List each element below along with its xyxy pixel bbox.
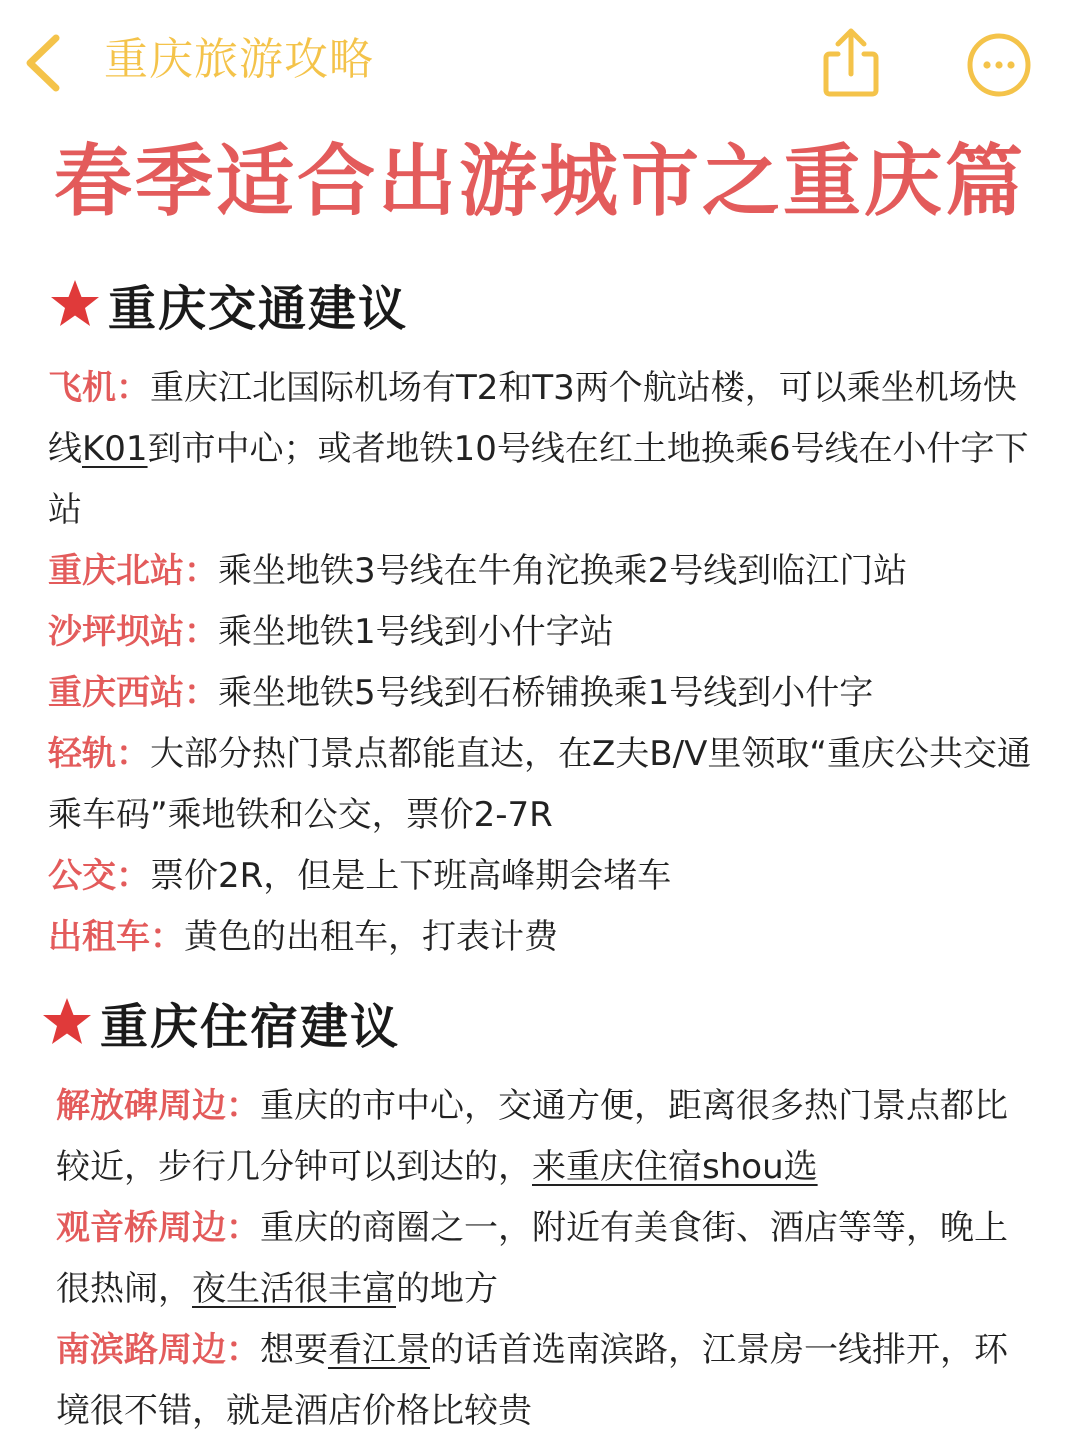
underlined-text: 夜生活很丰富 [192, 1269, 396, 1309]
entry-key: 解放碑周边： [56, 1086, 260, 1126]
entry-key: 沙坪坝站： [48, 612, 218, 652]
list-item [48, 846, 1038, 907]
entry-key: 观音桥周边： [56, 1208, 260, 1248]
entry-text: 重庆江北国际机场有T2和T3两个航站楼，可以乘坐机场快线 [48, 368, 1017, 469]
entry-text: 大部分热门景点都能直达，在Z夫B/V里领取“重庆公共交通乘车码”乘地铁和公交，票价2-7R [48, 734, 1031, 835]
more-options-button[interactable] [966, 32, 1032, 98]
section-heading-label: 重庆交通建议 [108, 280, 409, 337]
list-item [56, 1198, 1041, 1320]
star-icon [40, 995, 94, 1049]
entry-key: 公交： [48, 856, 150, 896]
transport-list [48, 358, 1038, 968]
star-icon [48, 277, 102, 331]
page-title: 春季适合出游城市之重庆篇 [53, 137, 1026, 227]
entry-text: 重庆的市中心，交通方便，距离很多热门景点都比较近，步行几分钟可以到达的， [56, 1086, 1008, 1187]
section-heading-lodging [40, 990, 400, 1054]
list-item [48, 541, 1038, 602]
entry-key: 重庆北站： [48, 551, 218, 591]
entry-key: 南滨路周边： [56, 1330, 260, 1370]
entry-text: 票价2R，但是上下班高峰期会堵车 [150, 856, 672, 896]
underlined-text: K01 [82, 429, 148, 469]
share-icon [816, 24, 886, 100]
chevron-left-icon [20, 28, 70, 98]
more-icon [966, 32, 1032, 98]
top-nav-bar [0, 0, 1080, 120]
list-item [48, 358, 1038, 541]
section-heading-transport [48, 272, 408, 336]
list-item [48, 907, 1038, 968]
entry-text: 重庆的商圈之一，附近有美食街、酒店等等，晚上很热闹， [56, 1208, 1008, 1309]
entry-key: 重庆西站： [48, 673, 218, 713]
back-button[interactable] [20, 28, 70, 98]
entry-key: 轻轨： [48, 734, 150, 774]
entry-text: 到市中心；或者地铁10号线在红土地换乘6号线在小什字下站 [48, 429, 1029, 530]
underlined-text: 看江景 [328, 1330, 430, 1370]
entry-text: 黄色的出租车，打表计费 [184, 917, 558, 957]
list-item [56, 1076, 1041, 1198]
nav-title: 重庆旅游攻略 [104, 34, 374, 85]
underlined-text: 来重庆住宿shou选 [532, 1147, 818, 1187]
entry-key: 出租车： [48, 917, 184, 957]
lodging-list [56, 1076, 1041, 1442]
entry-text: 乘坐地铁3号线在牛角沱换乘2号线到临江门站 [218, 551, 908, 591]
list-item [56, 1320, 1041, 1442]
list-item [48, 724, 1038, 846]
share-button[interactable] [816, 24, 886, 100]
entry-text: 乘坐地铁5号线到石桥铺换乘1号线到小什字 [218, 673, 874, 713]
list-item [48, 602, 1038, 663]
section-heading-label: 重庆住宿建议 [100, 998, 401, 1055]
list-item [48, 663, 1038, 724]
entry-key: 飞机： [48, 368, 150, 408]
entry-text: 的话首选南滨路，江景房一线排开，环境很不错，就是酒店价格比较贵 [56, 1330, 1008, 1431]
entry-text: 想要 [260, 1330, 328, 1370]
entry-text: 乘坐地铁1号线到小什字站 [218, 612, 614, 652]
entry-text: 的地方 [396, 1269, 498, 1309]
